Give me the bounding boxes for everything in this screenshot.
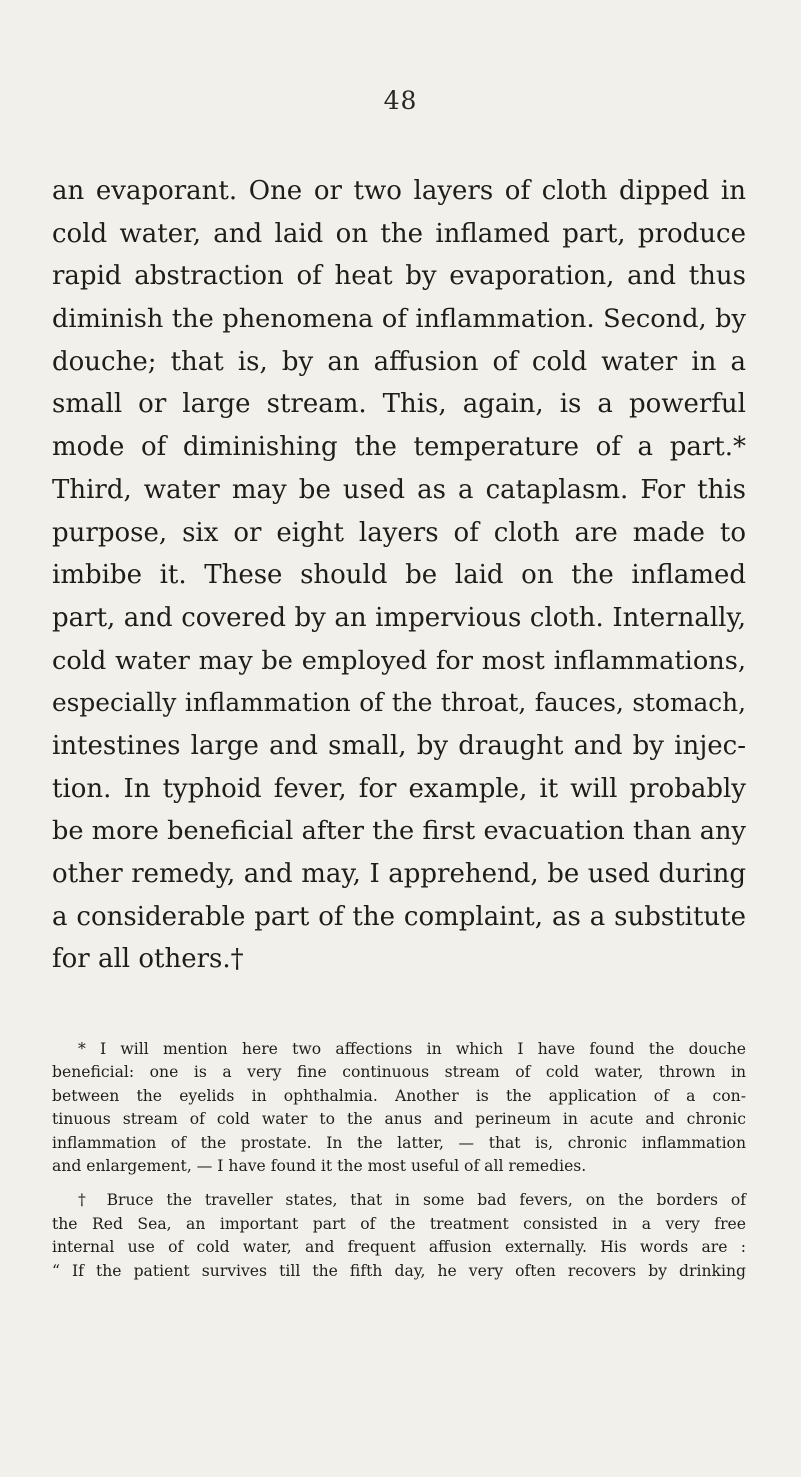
- footnote-dagger: [52, 1189, 746, 1283]
- text-line: imbibe it. These should be laid on the inflamed: [52, 560, 746, 591]
- footnote-line: † Bruce the traveller states, that in some bad fevers, on the borders of: [78, 1191, 746, 1210]
- text-line: small or large stream. This, again, is a powerful: [52, 389, 746, 420]
- text-line: part, and covered by an impervious cloth. Internally,: [52, 602, 746, 633]
- text-line: douche; that is, by an affusion of cold water in a: [52, 346, 746, 377]
- text-line: purpose, six or eight layers of cloth are made to: [52, 517, 746, 548]
- footnote-line: between the eyelids in ophthalmia. Another is the application of a con-: [52, 1086, 746, 1105]
- footnotes: [52, 1038, 746, 1283]
- text-line: diminish the phenomena of inflammation. Second, by: [52, 304, 746, 335]
- main-paragraph: [52, 170, 746, 981]
- footnote-asterisk: [52, 1038, 746, 1178]
- text-line: Third, water may be used as a cataplasm. For this: [52, 474, 746, 505]
- text-line: for all others.†: [52, 944, 244, 975]
- footnote-spacer: [52, 1178, 746, 1189]
- footnote-line: tinuous stream of cold water to the anus and perineum in acute and chronic: [52, 1110, 746, 1129]
- footnote-line: * I will mention here two affections in which I have found the douche: [78, 1040, 746, 1058]
- text-line: intestines large and small, by draught and by injec-: [52, 730, 746, 761]
- footnote-line: beneficial: one is a very fine continuous stream of cold water, thrown in: [52, 1063, 746, 1082]
- text-line: a considerable part of the complaint, as a substitute: [52, 901, 746, 932]
- text-line: tion. In typhoid fever, for example, it will probably: [52, 773, 746, 804]
- footnote-line: the Red Sea, an important part of the treatment consisted in a very free: [52, 1214, 746, 1233]
- footnote-line: inflammation of the prostate. In the latter, — that is, chronic inflammation: [52, 1133, 746, 1152]
- text-line: an evaporant. One or two layers of cloth dipped in: [52, 176, 746, 206]
- text-line: other remedy, and may, I apprehend, be used during: [52, 859, 746, 889]
- text-line: especially inflammation of the throat, fauces, stomach,: [52, 688, 746, 718]
- footnote-line: and enlargement, — I have found it the most useful of all remedies.: [52, 1156, 587, 1175]
- page-number: 48: [383, 86, 418, 115]
- text-line: cold water, and laid on the inflamed part, produce: [52, 218, 746, 249]
- text-line: rapid abstraction of heat by evaporation, and thus: [52, 261, 746, 292]
- text-line: mode of diminishing the temperature of a part.*: [52, 432, 746, 463]
- footnote-line: “ If the patient survives till the fifth day, he very often recovers by drinking: [52, 1261, 746, 1280]
- text-line: be more beneficial after the first evacuation than any: [52, 816, 746, 847]
- text-line: cold water may be employed for most inflammations,: [52, 645, 746, 676]
- footnote-line: internal use of cold water, and frequent affusion externally. His words are :: [52, 1238, 746, 1257]
